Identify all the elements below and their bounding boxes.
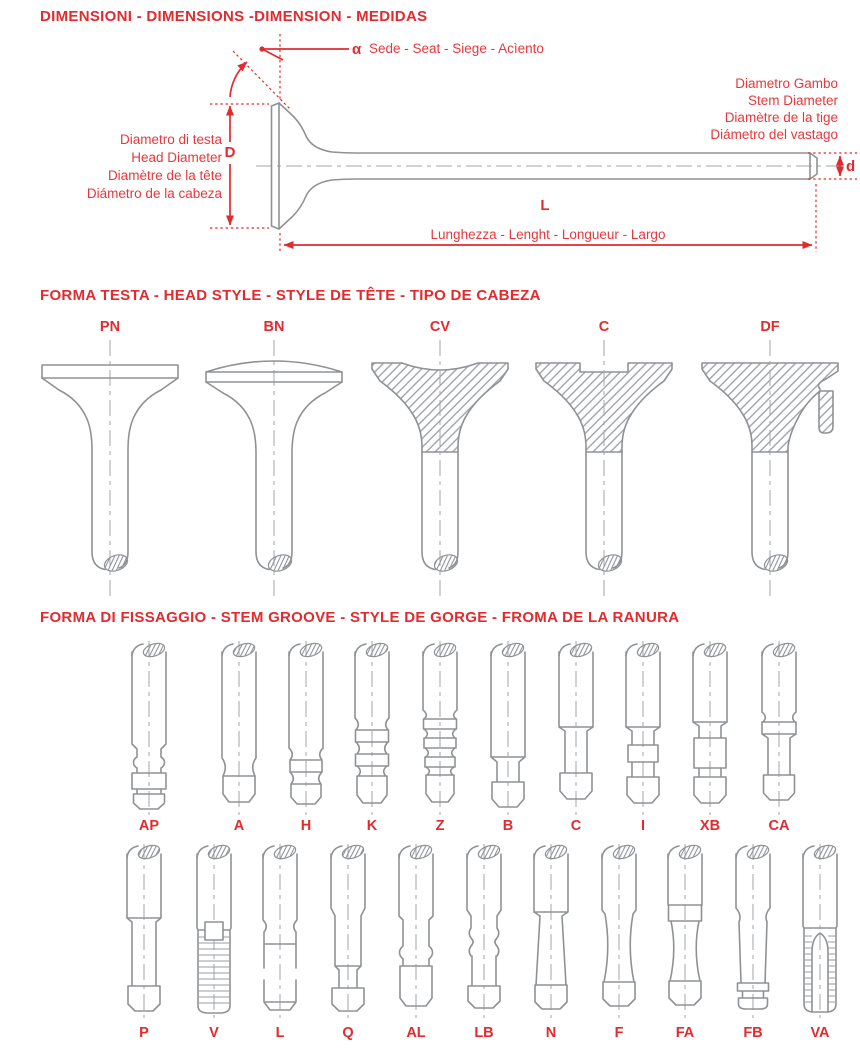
svg-text:Diamètre de la tige: Diamètre de la tige [724,110,838,125]
head-style-figure-pn [42,340,178,600]
stem-diameter-symbol: d [846,158,856,175]
head-style-label-df: DF [760,319,780,335]
stem-groove-figure-fa [668,843,702,1018]
stem-groove-label-q: Q [342,1025,354,1041]
dimension-annotations [210,34,857,252]
seat-angle-arc [230,62,247,97]
stem-groove-figure-ca [762,641,796,815]
stem-groove-section-title: FORMA DI FISSAGGIO - STEM GROOVE - STYLE DE GORGE - FROMA DE LA RANURA [40,609,680,626]
stem-groove-label-i: I [640,818,646,834]
alpha-symbol: α [352,41,362,58]
stem-groove-figure-l [263,843,297,1018]
stem-groove-label-c: C [570,818,582,834]
stem-groove-figure-xb [693,641,727,815]
length-symbol: L [540,197,550,214]
head-style-label-pn: PN [99,319,121,335]
head-diameter-label [87,132,223,201]
stem-groove-label-f: F [614,1025,624,1041]
svg-text:Diámetro de la cabeza: Diámetro de la cabeza [86,186,222,201]
stem-groove-label-ap: AP [138,818,160,834]
head-style-figure-bn [206,340,342,600]
stem-groove-label-a: A [233,818,245,834]
stem-groove-figure-al [399,843,433,1018]
head-style-section-title: FORMA TESTA - HEAD STYLE - STYLE DE TÊTE - TIPO DE CABEZA [40,287,541,304]
stem-groove-figure-p [127,843,161,1018]
leader-dot [259,46,264,51]
stem-groove-figure-v [197,843,231,1018]
head-style-diagram [0,310,860,608]
stem-groove-figure-lb [467,843,501,1018]
svg-text:Diametro di testa: Diametro di testa [119,132,222,147]
stem-groove-figure-k [355,641,389,815]
stem-diameter-label [710,76,838,142]
stem-groove-label-fb: FB [743,1025,763,1041]
stem-groove-label-al: AL [406,1025,426,1041]
svg-text:Diametro Gambo: Diametro Gambo [735,76,838,91]
stem-groove-figure-ap [132,641,166,815]
dimensions-section-title: DIMENSIONI - DIMENSIONS -DIMENSION - MEDIDAS [40,8,428,25]
svg-text:Head Diameter: Head Diameter [131,150,222,165]
stem-groove-label-z: Z [435,818,445,834]
stem-groove-figure-n [534,843,568,1018]
svg-text:Stem Diameter: Stem Diameter [747,93,838,108]
stem-groove-label-fa: FA [675,1025,695,1041]
stem-groove-figure-a [222,641,256,815]
stem-groove-label-k: K [366,818,378,834]
head-style-figure-cv [372,340,508,600]
svg-text:Diamètre de la tête: Diamètre de la tête [107,168,222,183]
stem-groove-figure-h [289,641,323,815]
stem-groove-figure-z [423,641,457,815]
head-style-figure-df [702,340,838,600]
stem-groove-label-xb: XB [699,818,721,834]
length-label: Lunghezza - Lenght - Longueur - Largo [430,227,666,242]
stem-groove-label-ca: CA [768,818,790,834]
stem-groove-figure-va [803,843,837,1018]
stem-groove-figure-i [626,641,660,815]
head-style-label-c: C [598,319,610,335]
stem-groove-label-p: P [139,1025,149,1041]
seat-label: Sede - Seat - Siege - Acìento [369,41,544,56]
stem-groove-label-va: VA [810,1025,830,1041]
head-style-label-cv: CV [429,319,451,335]
stem-groove-figure-f [602,843,636,1018]
valve-dimension-diagram [0,28,860,270]
stem-groove-label-lb: LB [474,1025,494,1041]
stem-groove-figure-q [331,843,365,1018]
stem-groove-figure-b [491,641,525,815]
stem-groove-label-l: L [275,1025,285,1041]
head-style-figure-c [536,340,672,600]
svg-text:Diámetro del vastago: Diámetro del vastago [710,127,838,142]
stem-groove-diagram [0,632,860,1051]
stem-groove-figure-c [559,641,593,815]
stem-groove-label-v: V [209,1025,219,1041]
stem-groove-label-n: N [545,1025,557,1041]
head-style-label-bn: BN [263,319,285,335]
stem-groove-label-b: B [502,818,514,834]
stem-groove-figure-fb [736,843,770,1018]
stem-groove-label-h: H [300,818,312,834]
head-diameter-symbol: D [224,144,236,161]
